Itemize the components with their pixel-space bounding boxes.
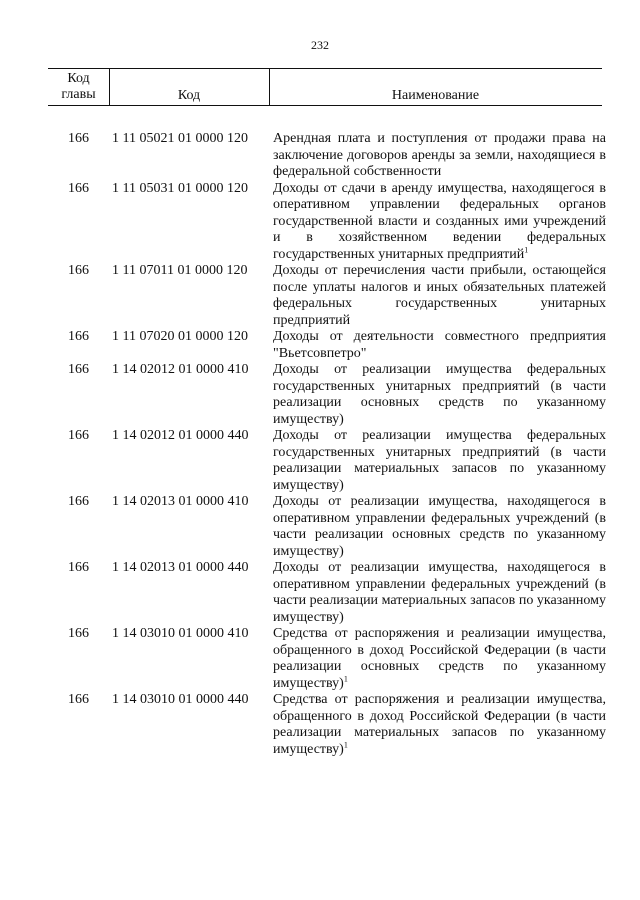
table-row xyxy=(48,626,608,692)
table-row xyxy=(48,428,608,494)
footnote-marker: 1 xyxy=(343,673,348,683)
chapter-code-cell: 166 xyxy=(68,329,89,344)
revenue-name-text: Доходы от сдачи в аренду имущества, находящегося в оперативном управлении федеральных органов государственной власти и созданных ими учреждений и в хозяйственном ведении федеральных государственных унитарных предприятий xyxy=(273,180,606,262)
footnote-marker: 1 xyxy=(524,244,529,254)
table-header xyxy=(48,68,602,106)
revenue-name-cell xyxy=(273,329,606,362)
budget-code-cell: 1 14 02012 01 0000 410 xyxy=(112,362,249,377)
table-row xyxy=(48,560,608,626)
budget-code-cell: 1 14 02012 01 0000 440 xyxy=(112,428,249,443)
revenue-name-text: Средства от распоряжения и реализации имущества, обращенного в доход Российской Федерации (в части реализации основных средств по указанному имуществу) xyxy=(273,626,606,691)
budget-code-cell: 1 14 03010 01 0000 410 xyxy=(112,626,249,641)
budget-code-cell: 1 11 05031 01 0000 120 xyxy=(112,180,248,196)
table-row xyxy=(48,329,608,362)
table-row xyxy=(48,362,608,428)
revenue-name-cell xyxy=(273,131,606,181)
revenue-name-cell xyxy=(273,626,606,692)
chapter-code-cell: 166 xyxy=(68,180,89,196)
revenue-name-text: Доходы от реализации имущества, находящегося в оперативном управлении федеральных учреждений (в части реализации основных средств по указанному имуществу) xyxy=(273,494,606,559)
revenue-name-cell xyxy=(273,362,606,428)
header-chapter-line2: главы xyxy=(61,87,96,102)
budget-code-cell: 1 11 07011 01 0000 120 xyxy=(112,263,248,278)
revenue-name-text: Доходы от реализации имущества федеральных государственных унитарных предприятий (в части реализации материальных запасов по указанному имуществу) xyxy=(273,428,606,493)
revenue-name-text: Доходы от реализации имущества федеральных государственных унитарных предприятий (в части реализации основных средств по указанному имуществу) xyxy=(273,362,606,427)
header-name: Наименование xyxy=(391,88,480,103)
revenue-name-text: Арендная плата и поступления от продажи права на заключение договоров аренды за земли, находящиеся в федеральной собственности xyxy=(273,131,606,179)
revenue-name-cell xyxy=(273,692,606,758)
revenue-name-text: Доходы от реализации имущества, находящегося в оперативном управлении федеральных учреждений (в части реализации материальных запасов по указанному имуществу) xyxy=(273,560,606,625)
table-body xyxy=(48,131,608,758)
chapter-code-cell: 166 xyxy=(68,428,89,443)
chapter-code-cell: 166 xyxy=(68,263,89,278)
table-row xyxy=(48,263,608,329)
table-row xyxy=(48,131,608,181)
revenue-name-cell xyxy=(273,494,606,560)
budget-code-cell: 1 14 03010 01 0000 440 xyxy=(112,692,249,707)
page-number: 232 xyxy=(311,38,329,52)
table-row xyxy=(48,692,608,758)
budget-code-cell: 1 14 02013 01 0000 440 xyxy=(112,560,249,575)
chapter-code-cell: 166 xyxy=(68,692,89,707)
header-code: Код xyxy=(177,88,201,103)
revenue-name-text: Доходы от деятельности совместного предприятия "Вьетсовпетро" xyxy=(273,329,606,361)
revenue-name-cell xyxy=(273,560,606,626)
chapter-code-cell: 166 xyxy=(68,560,89,575)
header-chapter-line1: Код xyxy=(67,71,90,86)
budget-code-cell: 1 11 07020 01 0000 120 xyxy=(112,329,248,344)
budget-code-cell: 1 11 05021 01 0000 120 xyxy=(112,131,248,146)
revenue-name-cell xyxy=(273,263,606,329)
footnote-marker: 1 xyxy=(343,739,348,749)
chapter-code-cell: 166 xyxy=(68,131,89,146)
chapter-code-cell: 166 xyxy=(68,362,89,377)
table-row xyxy=(48,494,608,560)
revenue-name-text: Средства от распоряжения и реализации имущества, обращенного в доход Российской Федерации (в части реализации материальных запасов по указанному имуществу) xyxy=(273,692,606,757)
chapter-code-cell: 166 xyxy=(68,494,89,509)
chapter-code-cell: 166 xyxy=(68,626,89,641)
revenue-name-text: Доходы от перечисления части прибыли, остающейся после уплаты налогов и иных обязательных платежей федеральных государственных унитарных предприятий xyxy=(273,263,606,328)
revenue-name-cell xyxy=(273,428,606,494)
header-chapter-code xyxy=(48,71,109,103)
revenue-name-cell xyxy=(273,181,606,264)
table-row xyxy=(48,181,608,264)
budget-code-cell: 1 14 02013 01 0000 410 xyxy=(112,494,249,509)
